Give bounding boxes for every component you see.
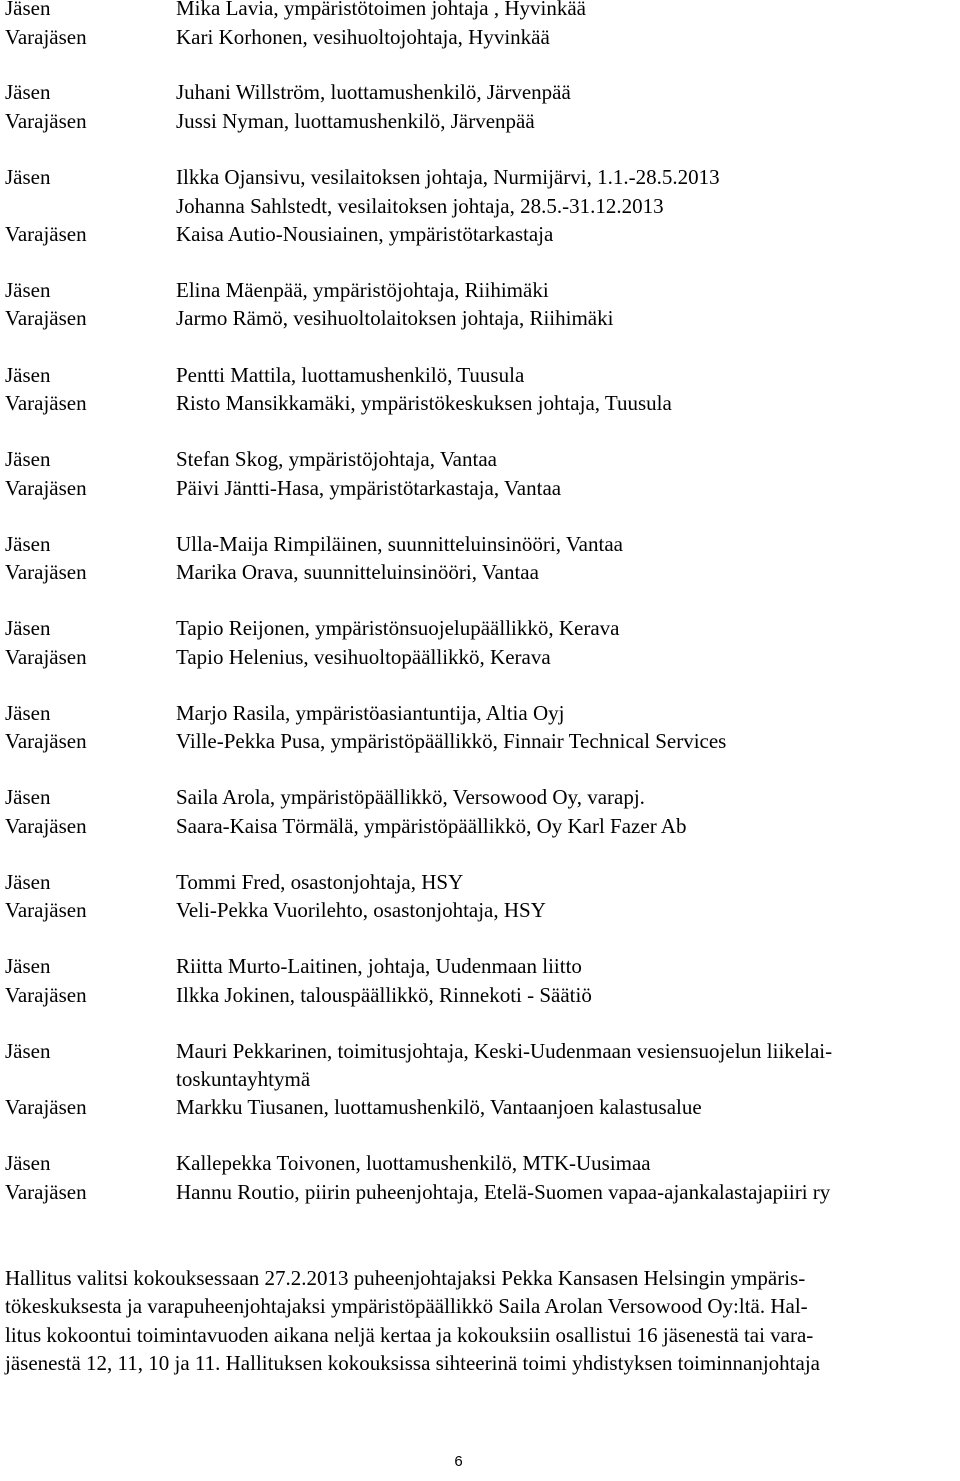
board-summary-paragraph <box>5 1264 957 1377</box>
role-member: Jäsen <box>5 954 51 978</box>
member-name: Tapio Helenius, vesihuoltopäällikkö, Kerava <box>176 645 551 669</box>
role-member: Jäsen <box>5 0 51 20</box>
role-member: Jäsen <box>5 278 51 302</box>
role-member: Jäsen <box>5 1151 51 1175</box>
member-name: Jussi Nyman, luottamushenkilö, Järvenpää <box>176 109 535 133</box>
member-name: Kallepekka Toivonen, luottamushenkilö, MTK-Uusimaa <box>176 1151 651 1175</box>
role-deputy: Varajäsen <box>5 1095 87 1119</box>
member-name: Stefan Skog, ympäristöjohtaja, Vantaa <box>176 447 497 471</box>
member-name-continuation: toskuntayhtymä <box>176 1067 311 1091</box>
member-name: Ilkka Ojansivu, vesilaitoksen johtaja, Nurmijärvi, 1.1.-28.5.2013 <box>176 165 720 189</box>
member-name: Kari Korhonen, vesihuoltojohtaja, Hyvinkää <box>176 25 550 49</box>
role-member: Jäsen <box>5 616 51 640</box>
member-name: Elina Mäenpää, ympäristöjohtaja, Riihimäki <box>176 278 549 302</box>
member-name: Saara-Kaisa Törmälä, ympäristöpäällikkö, Oy Karl Fazer Ab <box>176 814 687 838</box>
member-name: Jarmo Rämö, vesihuoltolaitoksen johtaja, Riihimäki <box>176 306 614 330</box>
role-deputy: Varajäsen <box>5 222 87 246</box>
member-name: Ville-Pekka Pusa, ympäristöpäällikkö, Finnair Technical Services <box>176 729 727 753</box>
role-deputy: Varajäsen <box>5 306 87 330</box>
summary-line: jäsenestä 12, 11, 10 ja 11. Hallituksen kokouksissa sihteerinä toimi yhdistyksen toiminnanjohtaja <box>5 1350 820 1375</box>
role-member: Jäsen <box>5 1039 51 1063</box>
member-name: Markku Tiusanen, luottamushenkilö, Vantaanjoen kalastusalue <box>176 1095 702 1119</box>
role-deputy: Varajäsen <box>5 25 87 49</box>
member-name: Mauri Pekkarinen, toimitusjohtaja, Keski-Uudenmaan vesiensuojelun liikelai- <box>176 1039 833 1063</box>
role-deputy: Varajäsen <box>5 898 87 922</box>
summary-line: tökeskuksesta ja varapuheenjohtajaksi ympäristöpäällikkö Saila Arolan Versowood Oy:ltä. Hal- <box>5 1294 808 1319</box>
role-deputy: Varajäsen <box>5 391 87 415</box>
member-name: Risto Mansikkamäki, ympäristökeskuksen johtaja, Tuusula <box>176 391 672 415</box>
role-deputy: Varajäsen <box>5 1180 87 1204</box>
member-name: Marika Orava, suunnitteluinsinööri, Vantaa <box>176 560 539 584</box>
role-member: Jäsen <box>5 870 51 894</box>
role-deputy: Varajäsen <box>5 983 87 1007</box>
member-name: Juhani Willström, luottamushenkilö, Järvenpää <box>176 80 571 104</box>
role-deputy: Varajäsen <box>5 476 87 500</box>
member-name: Ilkka Jokinen, talouspäällikkö, Rinnekoti - Säätiö <box>176 983 592 1007</box>
summary-line: Hallitus valitsi kokouksessaan 27.2.2013 puheenjohtajaksi Pekka Kansasen Helsingin ympäris- <box>5 1266 806 1290</box>
member-name: Tommi Fred, osastonjohtaja, HSY <box>176 870 464 894</box>
member-name: Kaisa Autio-Nousiainen, ympäristötarkastaja <box>176 222 554 246</box>
member-name: Marjo Rasila, ympäristöasiantuntija, Altia Oyj <box>176 701 565 725</box>
summary-line: litus kokoontui toimintavuoden aikana neljä kertaa ja kokouksiin osallistui 16 jäsenestä tai vara- <box>5 1322 814 1347</box>
role-deputy: Varajäsen <box>5 109 87 133</box>
role-member: Jäsen <box>5 447 51 471</box>
member-name: Pentti Mattila, luottamushenkilö, Tuusula <box>176 363 525 387</box>
member-name: Hannu Routio, piirin puheenjohtaja, Etelä-Suomen vapaa-ajankalastajapiiri ry <box>176 1180 831 1204</box>
member-name: Tapio Reijonen, ympäristönsuojelupäällikkö, Kerava <box>176 616 620 640</box>
role-deputy: Varajäsen <box>5 814 87 838</box>
member-name: Saila Arola, ympäristöpäällikkö, Versowood Oy, varapj. <box>176 785 645 809</box>
member-name: Päivi Jäntti-Hasa, ympäristötarkastaja, Vantaa <box>176 476 562 500</box>
role-member: Jäsen <box>5 80 51 104</box>
role-member: Jäsen <box>5 785 51 809</box>
member-name: Johanna Sahlstedt, vesilaitoksen johtaja, 28.5.-31.12.2013 <box>176 194 664 218</box>
role-member: Jäsen <box>5 701 51 725</box>
role-member: Jäsen <box>5 363 51 387</box>
role-member: Jäsen <box>5 532 51 556</box>
role-member: Jäsen <box>5 165 51 189</box>
page-number: 6 <box>454 1453 463 1470</box>
member-name: Mika Lavia, ympäristötoimen johtaja , Hyvinkää <box>176 0 586 20</box>
member-name: Ulla-Maija Rimpiläinen, suunnitteluinsinööri, Vantaa <box>176 532 623 556</box>
role-deputy: Varajäsen <box>5 645 87 669</box>
role-deputy: Varajäsen <box>5 560 87 584</box>
member-name: Riitta Murto-Laitinen, johtaja, Uudenmaan liitto <box>176 954 582 978</box>
member-name: Veli-Pekka Vuorilehto, osastonjohtaja, HSY <box>176 898 546 922</box>
role-deputy: Varajäsen <box>5 729 87 753</box>
